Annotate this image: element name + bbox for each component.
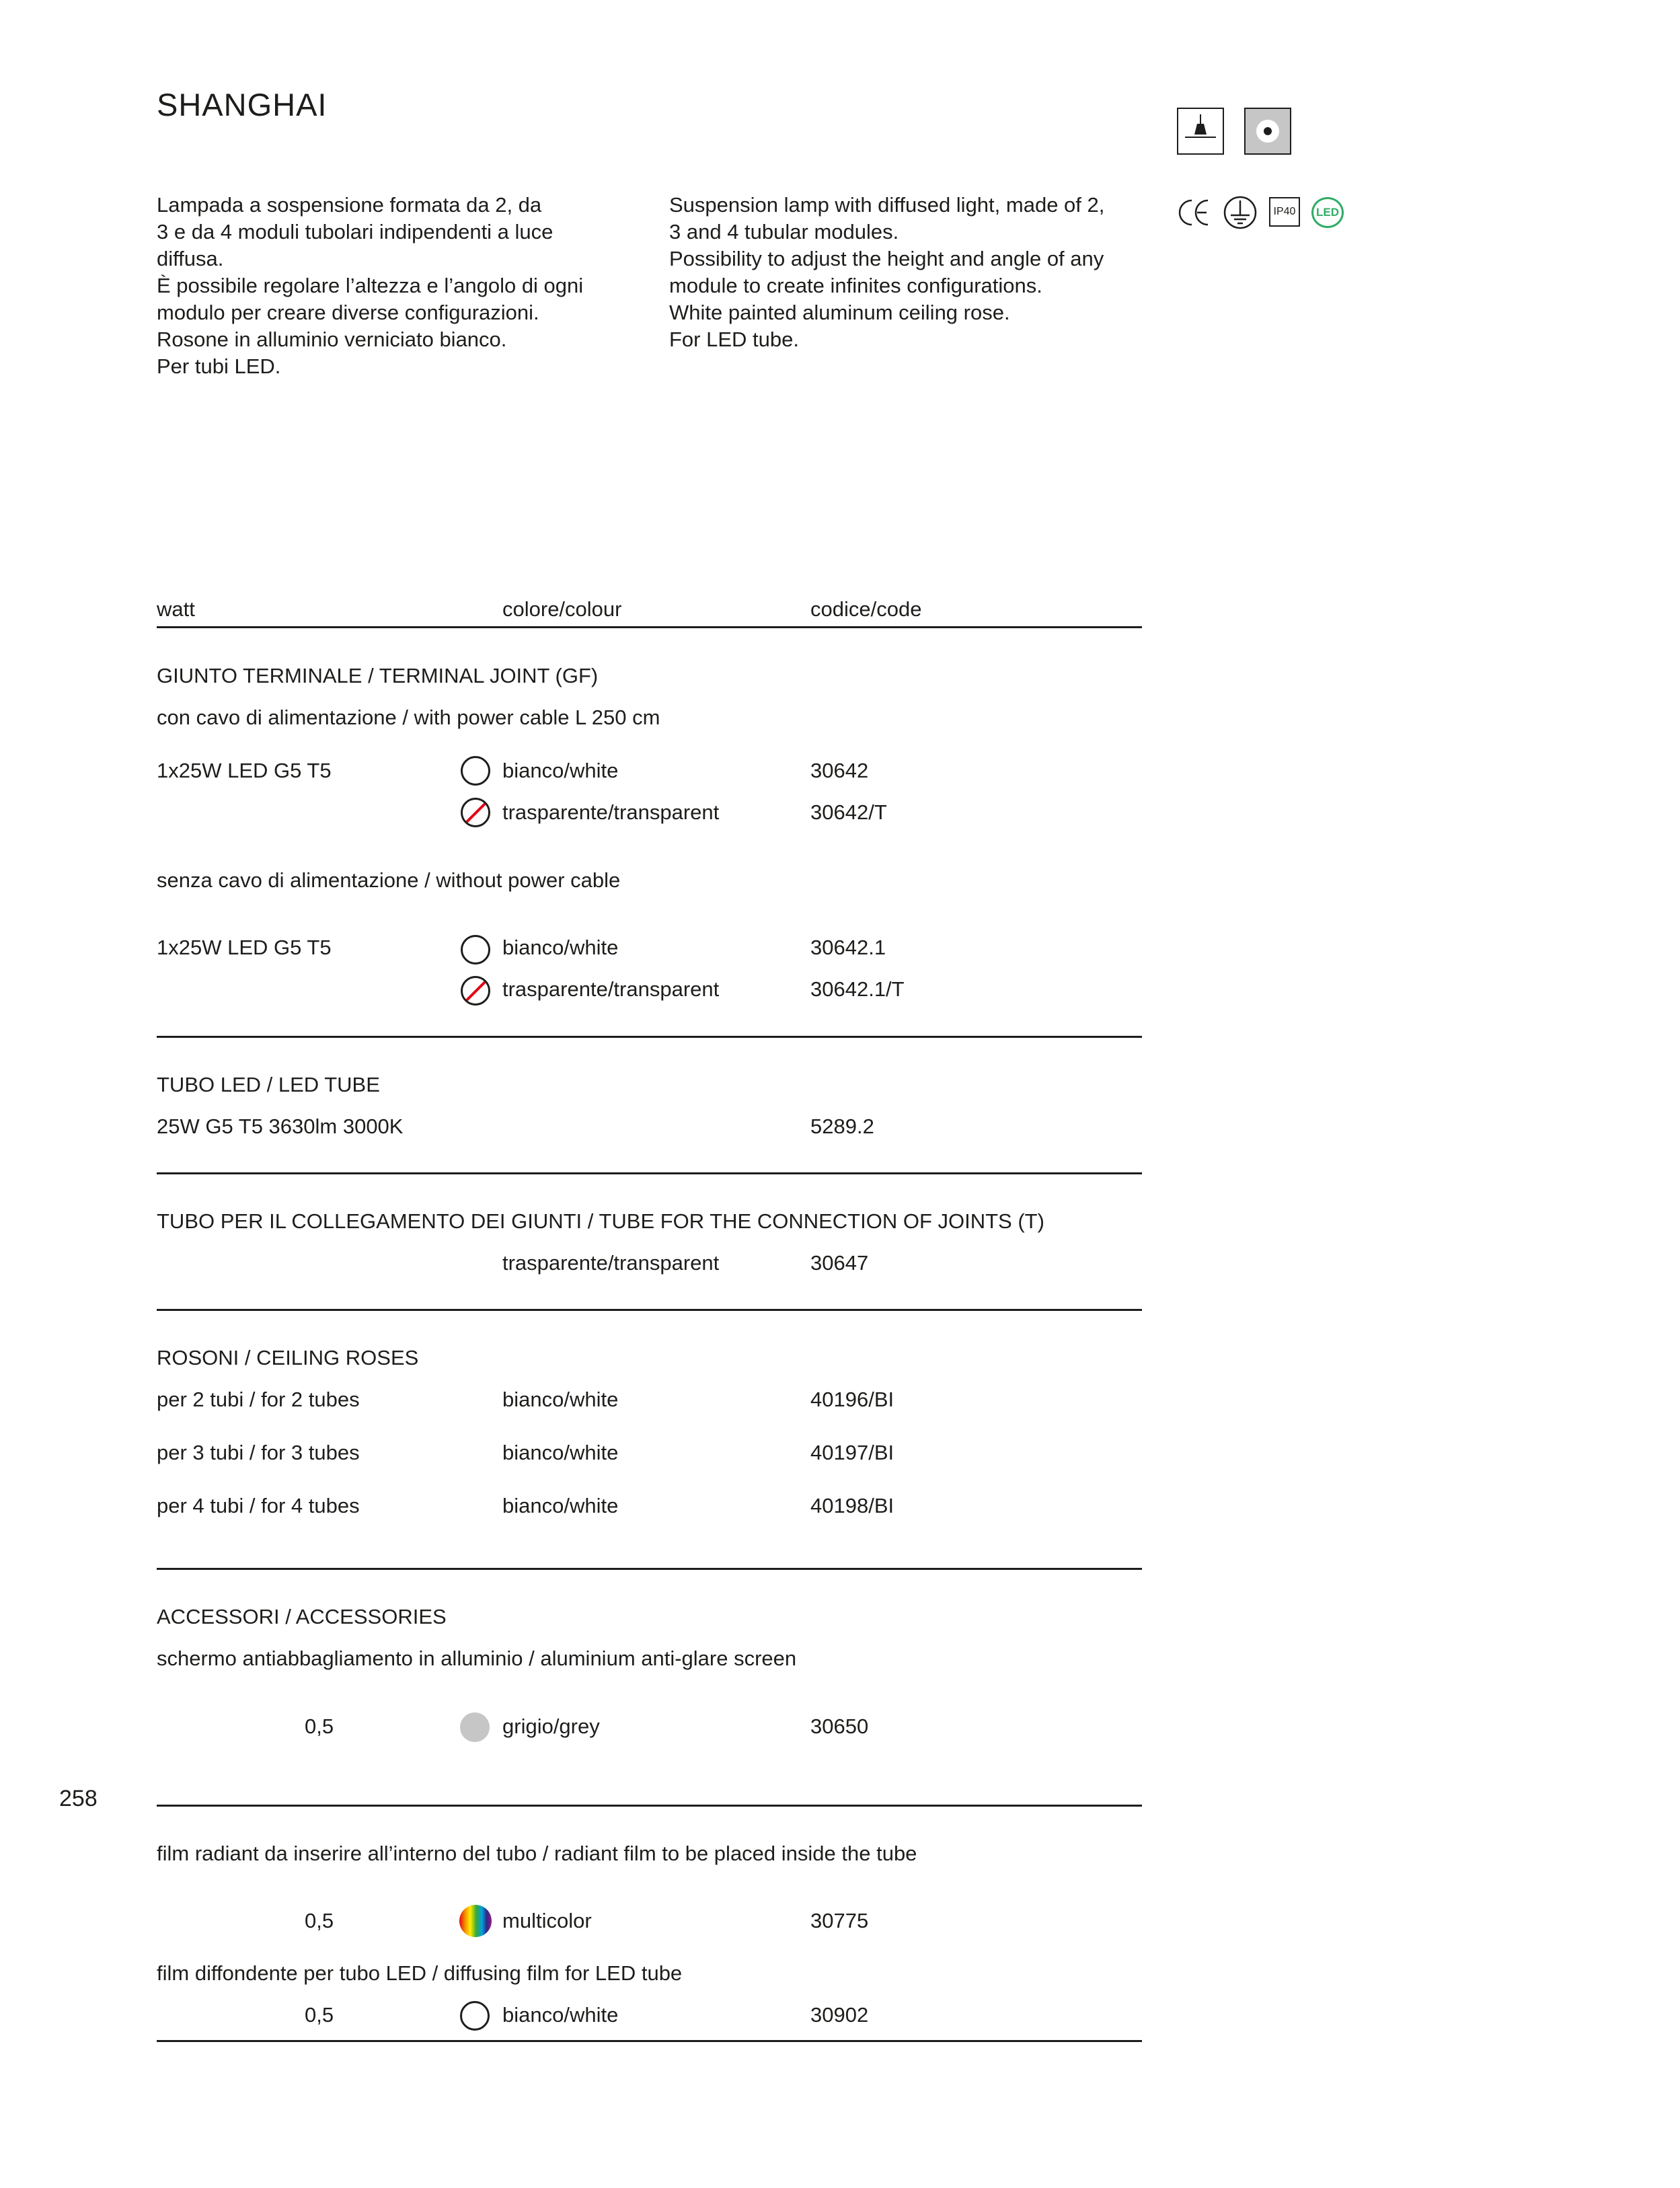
row-colour: multicolor: [502, 1909, 592, 1932]
row-code: 40196/BI: [810, 1388, 894, 1411]
row-code: 30642.1/T: [810, 977, 905, 1001]
row-colour: trasparente/transparent: [502, 1251, 720, 1275]
ce-mark-icon: [1177, 196, 1212, 229]
row-watt: per 3 tubi / for 3 tubes: [157, 1441, 360, 1464]
row-watt: 25W G5 T5 3630lm 3000K: [157, 1115, 404, 1138]
ip40-icon: [1269, 197, 1300, 227]
row-colour: bianco/white: [502, 759, 619, 782]
row-watt: 1x25W LED G5 T5: [157, 759, 332, 782]
subsection-with-cable: con cavo di alimentazione / with power cable L 250 cm: [157, 706, 660, 729]
description-english: Suspension lamp with diffused light, made of 2, 3 and 4 tubular modules. Possibility to adjust the height and angle of any module to create infinites configurations. White painted aluminum ceiling rose. For LED tube.: [669, 193, 1105, 351]
section-divider: [157, 1036, 1142, 1038]
white-swatch-icon: [461, 756, 490, 786]
section-title-connection-tube: TUBO PER IL COLLEGAMENTO DEI GIUNTI / TUBE FOR THE CONNECTION OF JOINTS (T): [157, 1209, 1044, 1233]
row-colour: trasparente/transparent: [502, 977, 720, 1001]
downlight-icon: [1244, 108, 1291, 155]
row-code: 5289.2: [810, 1115, 874, 1138]
row-colour: bianco/white: [502, 1494, 619, 1517]
row-code: 30647: [810, 1251, 869, 1275]
section-title-ceiling-roses: ROSONI / CEILING ROSES: [157, 1346, 419, 1369]
section-divider: [157, 1805, 1142, 1807]
row-watt: 1x25W LED G5 T5: [157, 936, 332, 959]
row-colour: grigio/grey: [502, 1714, 600, 1738]
header-watt: watt: [157, 597, 195, 621]
page-number: 258: [59, 1786, 98, 1811]
row-code: 30642: [810, 759, 869, 782]
section-divider: [157, 2040, 1142, 2042]
row-colour: bianco/white: [502, 1441, 619, 1464]
section-title-accessories: ACCESSORI / ACCESSORIES: [157, 1605, 447, 1628]
row-code: 40198/BI: [810, 1494, 894, 1517]
row-colour: trasparente/transparent: [502, 800, 720, 824]
led-icon: [1311, 197, 1344, 228]
ip40-label: IP40: [1273, 206, 1296, 217]
row-watt: per 2 tubi / for 2 tubes: [157, 1388, 360, 1411]
description-italian: Lampada a sospensione formata da 2, da 3 e da 4 moduli tubolari indipendenti a luce diffusa. È possibile regolare l’altezza e l’angolo di ogni modulo per creare diverse configurazioni. Rosone in alluminio verniciato bianco. Per tubi LED.: [157, 193, 584, 378]
section-title-terminal-joint: GIUNTO TERMINALE / TERMINAL JOINT (GF): [157, 664, 599, 687]
subsection-anti-glare-screen: schermo antiabbagliamento in alluminio / aluminium anti-glare screen: [157, 1647, 797, 1670]
row-colour: bianco/white: [502, 936, 619, 959]
row-code: 30902: [810, 2003, 869, 2027]
grey-swatch-icon: [460, 1712, 490, 1742]
row-code: 40197/BI: [810, 1441, 894, 1464]
subsection-without-cable: senza cavo di alimentazione / without power cable: [157, 868, 621, 892]
section-divider: [157, 1172, 1142, 1174]
transparent-swatch-icon: [461, 798, 490, 827]
header-code: codice/code: [810, 597, 922, 621]
row-watt: 0,5: [305, 2003, 334, 2027]
white-swatch-icon: [461, 935, 490, 965]
multicolor-swatch-icon: [459, 1905, 492, 1937]
row-watt: 0,5: [305, 1909, 334, 1932]
white-swatch-icon: [460, 2001, 490, 2031]
led-label: LED: [1316, 206, 1339, 219]
row-colour: bianco/white: [502, 2003, 619, 2027]
row-colour: bianco/white: [502, 1388, 619, 1411]
earth-ground-icon: [1223, 195, 1258, 230]
row-code: 30775: [810, 1909, 869, 1932]
row-code: 30642.1: [810, 936, 886, 959]
row-watt: per 4 tubi / for 4 tubes: [157, 1494, 360, 1517]
section-divider: [157, 1309, 1142, 1311]
page-title: SHANGHAI: [157, 87, 328, 122]
transparent-swatch-icon: [461, 976, 490, 1006]
subsection-diffusing-film: film diffondente per tubo LED / diffusing film for LED tube: [157, 1961, 683, 1985]
pendant-lamp-icon: [1177, 108, 1224, 155]
header-divider: [157, 626, 1142, 628]
header-colour: colore/colour: [502, 597, 622, 621]
row-code: 30642/T: [810, 800, 887, 824]
row-code: 30650: [810, 1714, 869, 1738]
subsection-radiant-film: film radiant da inserire all’interno del tubo / radiant film to be placed inside the tube: [157, 1842, 917, 1865]
section-divider: [157, 1568, 1142, 1570]
row-watt: 0,5: [305, 1714, 334, 1738]
section-title-led-tube: TUBO LED / LED TUBE: [157, 1073, 380, 1096]
